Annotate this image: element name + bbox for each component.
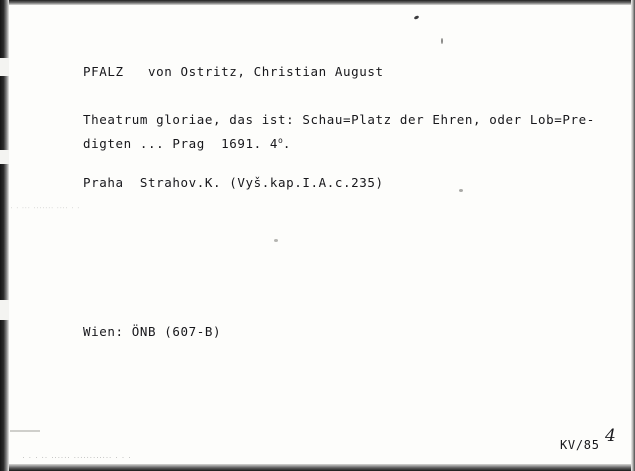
card-format-superscript: o	[278, 136, 283, 145]
scan-edge-top	[0, 0, 635, 5]
ink-speck-middle-right	[459, 189, 463, 192]
scan-edge-right	[631, 0, 635, 471]
scan-edge-bottom	[0, 464, 635, 471]
card-bottom-left-stamp: · · · ·· ······ ············ · · ·	[22, 455, 132, 461]
card-library-holding-line: Wien: ÖNB (607-B)	[83, 324, 222, 339]
scan-edge-left-notch-lower	[0, 300, 9, 320]
scan-edge-left-notch-upper	[0, 58, 9, 76]
smudge-bottom-left	[10, 430, 40, 432]
card-title-line-2	[83, 131, 291, 154]
card-shelfmark: KV/85	[560, 438, 600, 452]
ink-speck-center	[274, 239, 278, 242]
card-title-line-2-suffix: .	[282, 136, 291, 152]
card-title-line-2-text: digten ... Prag 1691. 4	[83, 136, 279, 152]
scan-edge-left-notch-mid	[0, 150, 9, 164]
card-page-number: 4	[605, 426, 616, 446]
ink-speck-top-tick	[441, 38, 443, 44]
card-left-margin-stamp: · · ··· ······· ···· · ·	[10, 206, 80, 211]
card-location-holding-line: Praha Strahov.K. (Vyš.kap.I.A.c.235)	[83, 175, 384, 190]
card-heading-author: PFALZ von Ostritz, Christian August	[83, 64, 384, 79]
card-title-line-1: Theatrum gloriae, das ist: Schau=Platz der Ehren, oder Lob=Pre-	[83, 112, 595, 127]
